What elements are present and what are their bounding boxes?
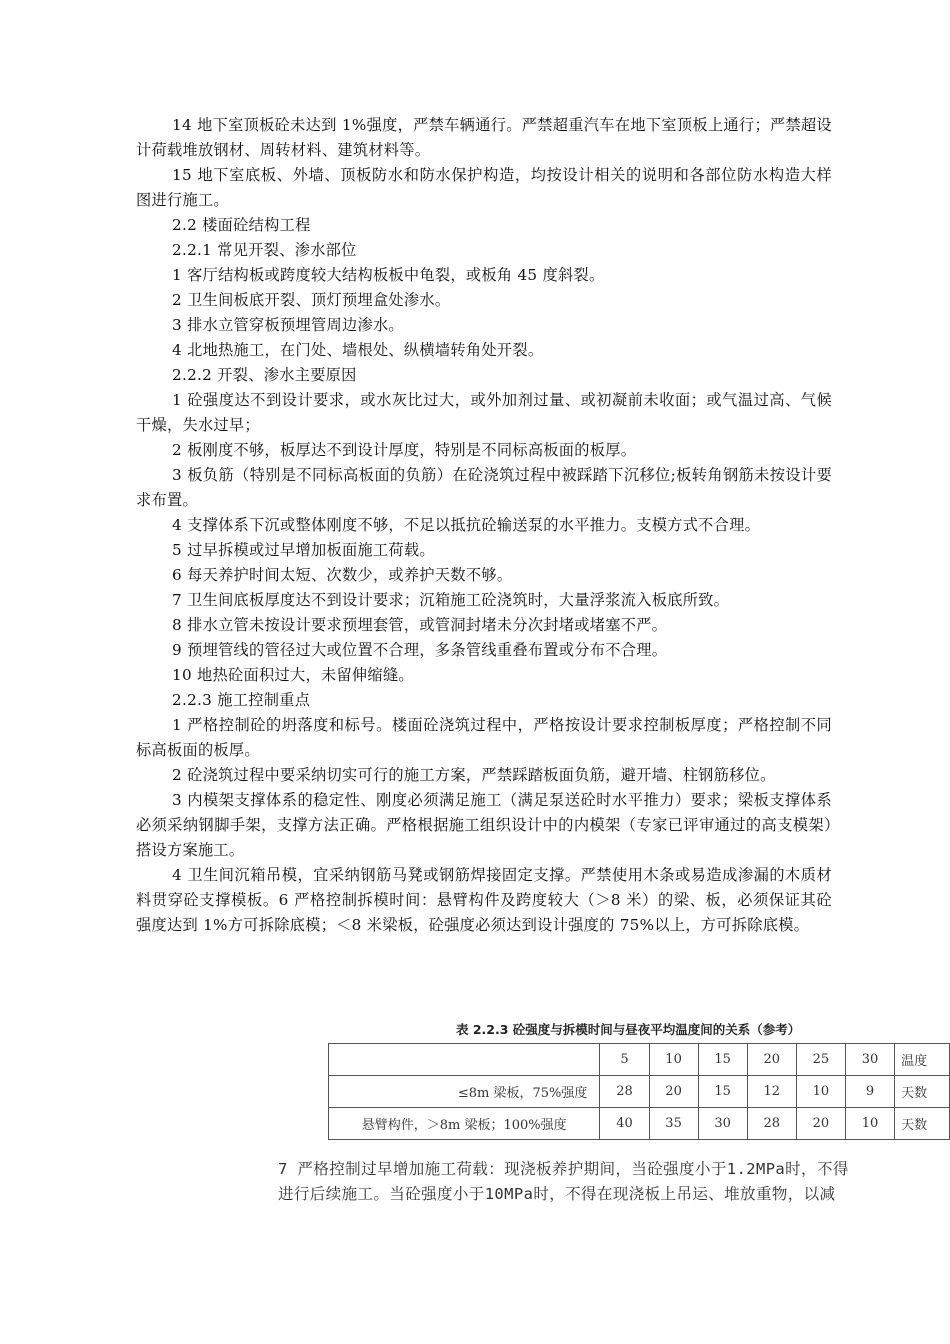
table-cell: 悬臂构件，＞8m 梁板；100%强度 — [329, 1108, 600, 1140]
table-header-row — [329, 1044, 950, 1076]
paragraph: 2 板刚度不够，板厚达不到设计厚度，特别是不同标高板面的板厚。 — [172, 441, 637, 459]
table-cell: 10 — [796, 1076, 845, 1108]
paragraph: 4 支撑体系下沉或整体刚度不够，不足以抵抗砼输送泵的水平推力。支模方式不合理。 — [172, 516, 761, 534]
paragraph: 3 内模架支撑体系的稳定性、刚度必须满足施工（满足泵送砼时水平推力）要求；梁板支撑体系必须采纳钢脚手架，支撑方法正确。严格根据施工组织设计中的内模架（专家已评审通过的高支模架）搭设方案施工。 — [136, 791, 832, 859]
paragraph: 10 地热砼面积过大，未留伸缩缝。 — [172, 666, 414, 684]
table-cell: 35 — [649, 1108, 698, 1140]
table-header-cell: 温度 — [895, 1044, 950, 1076]
paragraph: 2.2.2 开裂、渗水主要原因 — [172, 366, 357, 384]
paragraph: 7 卫生间底板厚度达不到设计要求；沉箱施工砼浇筑时，大量浮浆流入板底所致。 — [172, 591, 730, 609]
paragraph: 1 客厅结构板或跨度较大结构板板中龟裂，或板角 45 度斜裂。 — [172, 266, 605, 284]
paragraph: 3 板负筋（特别是不同标高板面的负筋）在砼浇筑过程中被踩踏下沉移位;板转角钢筋未按设计要求布置。 — [136, 466, 832, 509]
paragraph: 2.2 楼面砼结构工程 — [172, 216, 311, 234]
table-cell: 15 — [698, 1076, 747, 1108]
paragraph: 9 预埋管线的管径过大或位置不合理，多条管线重叠布置或分布不合理。 — [172, 641, 668, 659]
table-row — [329, 1108, 950, 1140]
table-header-cell: 10 — [649, 1044, 698, 1076]
paragraph: 8 排水立管未按设计要求预埋套管，或管洞封堵未分次封堵或堵塞不严。 — [172, 616, 668, 634]
text-line: 进行后续施工。当砼强度小于10MPa时，不得在现浇板上吊运、堆放重物，以减 — [278, 1185, 836, 1203]
table-cell: 20 — [649, 1076, 698, 1108]
paragraph: 2.2.3 施工控制重点 — [172, 691, 311, 709]
paragraph: 5 过早拆模或过早增加板面施工荷载。 — [172, 541, 435, 559]
table-header-cell: 30 — [845, 1044, 894, 1076]
continuation-text — [278, 1157, 948, 1207]
table-cell: 28 — [600, 1076, 649, 1108]
table-header-cell: 20 — [747, 1044, 796, 1076]
paragraph: 4 卫生间沉箱吊模，宜采纳钢筋马凳或钢筋焊接固定支撑。严禁使用木条或易造成渗漏的木质材料贯穿砼支撑模板。6 严格控制拆模时间：悬臂构件及跨度较大（＞8 米）的梁、板，必须保证其砼强度达到 1%方可拆除底模；＜8 米梁板，砼强度必须达到设计强度的 75%以上，方可拆除底模。 — [136, 866, 832, 934]
table-header-cell: 25 — [796, 1044, 845, 1076]
paragraph: 6 每天养护时间太短、次数少，或养护天数不够。 — [172, 566, 513, 584]
text-line: 7 严格控制过早增加施工荷载：现浇板养护期间，当砼强度小于1.2MPa时，不得 — [278, 1160, 849, 1178]
table-cell: 天数 — [895, 1108, 950, 1140]
paragraph: 14 地下室顶板砼未达到 1%强度，严禁车辆通行。严禁超重汽车在地下室顶板上通行；严禁超设计荷载堆放钢材、周转材料、建筑材料等。 — [136, 116, 832, 159]
table-header-cell: 15 — [698, 1044, 747, 1076]
table-header-cell: 5 — [600, 1044, 649, 1076]
body-text — [136, 113, 832, 938]
table-cell: 12 — [747, 1076, 796, 1108]
table-cell: 天数 — [895, 1076, 950, 1108]
table-cell: 10 — [845, 1108, 894, 1140]
table-header-cell — [329, 1044, 600, 1076]
paragraph: 1 严格控制砼的坍落度和标号。楼面砼浇筑过程中，严格按设计要求控制板厚度；严格控制不同标高板面的板厚。 — [136, 716, 832, 759]
paragraph: 2.2.1 常见开裂、渗水部位 — [172, 241, 357, 259]
table-cell: 20 — [796, 1108, 845, 1140]
paragraph: 2 卫生间板底开裂、顶灯预埋盒处渗水。 — [172, 291, 451, 309]
paragraph: 2 砼浇筑过程中要采纳切实可行的施工方案，严禁踩踏板面负筋，避开墙、柱钢筋移位。 — [172, 766, 776, 784]
table-cell: 40 — [600, 1108, 649, 1140]
table-caption: 表 2.2.3 砼强度与拆模时间与昼夜平均温度间的关系（参考） — [456, 1022, 801, 1037]
paragraph: 15 地下室底板、外墙、顶板防水和防水保护构造，均按设计相关的说明和各部位防水构造大样图进行施工。 — [136, 166, 832, 209]
table-row — [329, 1076, 950, 1108]
table-cell: ≤8m 梁板，75%强度 — [329, 1076, 600, 1108]
table-cell: 9 — [845, 1076, 894, 1108]
paragraph: 4 北地热施工，在门处、墙根处、纵横墙转角处开裂。 — [172, 341, 544, 359]
paragraph: 3 排水立管穿板预埋管周边渗水。 — [172, 316, 404, 334]
paragraph: 1 砼强度达不到设计要求，或水灰比过大，或外加剂过量、或初凝前未收面；或气温过高、气候干燥，失水过早； — [136, 391, 832, 434]
table-cell: 28 — [747, 1108, 796, 1140]
reference-table — [328, 1043, 950, 1140]
table-cell: 30 — [698, 1108, 747, 1140]
